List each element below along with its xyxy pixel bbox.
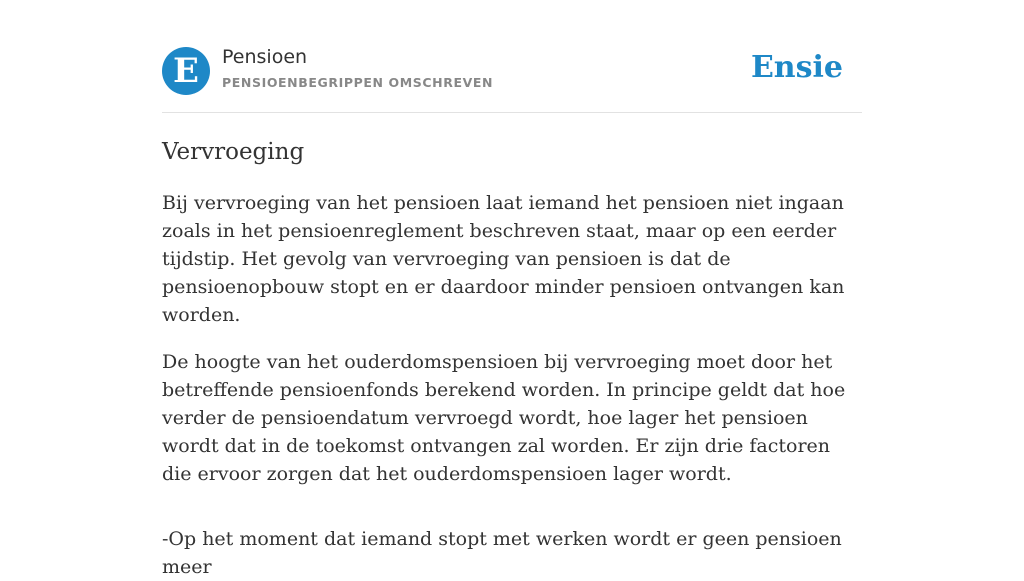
site-header bbox=[162, 0, 862, 113]
logo-letter: E bbox=[173, 51, 199, 91]
brand-link[interactable]: Ensie bbox=[750, 50, 843, 85]
definition-paragraph: -Op het moment dat iemand stopt met werken wordt er geen pensioen meer bbox=[162, 528, 842, 578]
definition-paragraph: Bij vervroeging van het pensioen laat iemand het pensioen niet ingaan zoals in het pensioenreglement beschreven staat, maar op een eerder tijdstip. Het gevolg van vervroeging van pensioen is dat de pensioenopbouw stopt en er daardoor minder pensioen ontvangen kan worden. bbox=[162, 192, 845, 326]
ensie-logo-icon[interactable] bbox=[162, 47, 210, 95]
term-title: Vervroeging bbox=[162, 139, 305, 165]
page bbox=[162, 0, 862, 581]
site-subtitle: PENSIOENBEGRIPPEN OMSCHREVEN bbox=[222, 75, 494, 90]
definition-paragraph: De hoogte van het ouderdomspensioen bij vervroeging moet door het betreffende pensioenfonds berekend worden. In principe geldt dat hoe verder de pensioendatum vervroegd wordt, hoe lager het pensioen wordt dat in de toekomst ontvangen zal worden. Er zijn drie factoren die ervoor zorgen dat het ouderdomspensioen lager wordt. bbox=[162, 351, 846, 485]
site-title[interactable]: Pensioen bbox=[222, 46, 308, 68]
definition-body bbox=[162, 189, 862, 581]
